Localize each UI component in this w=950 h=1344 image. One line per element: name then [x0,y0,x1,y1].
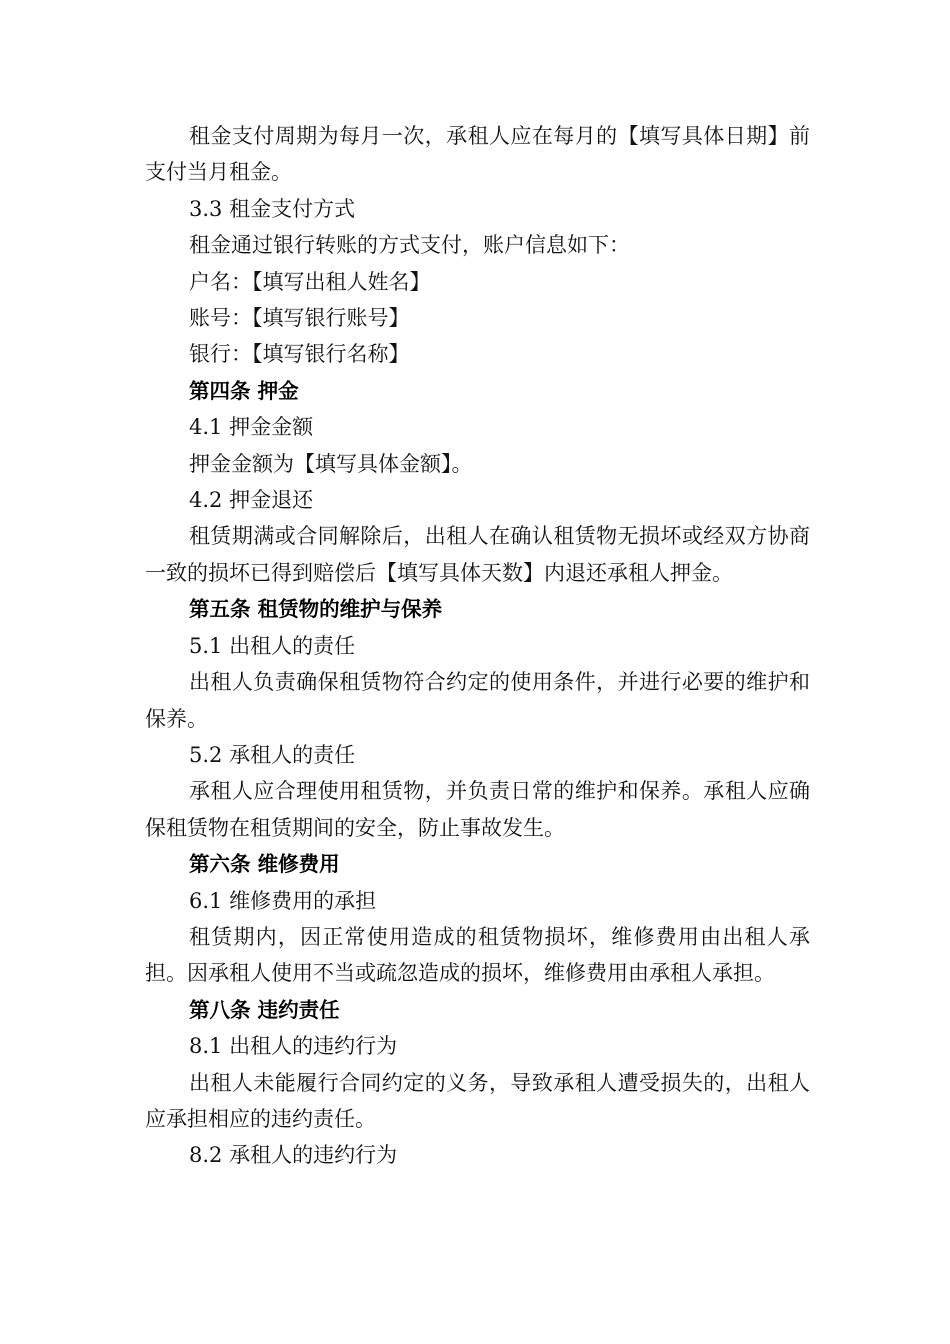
bank-name-line: 银行：【填写银行名称】 [189,342,410,367]
account-name-line: 户名：【填写出租人姓名】 [189,269,431,294]
paragraph-lessor-duty: 出租人负责确保租赁物符合约定的使用条件，并进行必要的维护和保养。 [145,670,810,731]
clause-6-1-title: 6.1 维修费用的承担 [189,888,377,913]
paragraph-payment-method: 租金通过银行转账的方式支付，账户信息如下： [189,233,630,258]
clause-8-2-title: 8.2 承租人的违约行为 [189,1143,398,1168]
clause-5-2-title: 5.2 承租人的责任 [189,742,356,767]
article-5-heading: 第五条 租赁物的维护与保养 [189,597,443,622]
clause-4-1-title: 4.1 押金金额 [189,415,314,440]
paragraph-lessee-duty: 承租人应合理使用租赁物，并负责日常的维护和保养。承租人应确保租赁物在租赁期间的安全，防止事故发生。 [145,779,810,840]
paragraph-deposit-refund: 租赁期满或合同解除后，出租人在确认租赁物无损坏或经双方协商一致的损坏已得到赔偿后【填写具体天数】内退还承租人押金。 [145,524,810,585]
paragraph-deposit-amount: 押金金额为【填写具体金额】。 [189,451,473,476]
clause-4-2-title: 4.2 押金退还 [189,488,314,513]
clause-5-1-title: 5.1 出租人的责任 [189,633,356,658]
paragraph-lessor-breach: 出租人未能履行合同约定的义务，导致承租人遭受损失的，出租人应承担相应的违约责任。 [145,1070,810,1131]
article-6-heading: 第六条 维修费用 [189,852,340,877]
paragraph-payment-cycle: 租金支付周期为每月一次，承租人应在每月的【填写具体日期】前支付当月租金。 [145,124,810,185]
clause-8-1-title: 8.1 出租人的违约行为 [189,1034,398,1059]
paragraph-repair-costs: 租赁期内，因正常使用造成的租赁物损坏，维修费用由出租人承担。因承租人使用不当或疏忽造成的损坏，维修费用由承租人承担。 [145,924,810,986]
clause-3-3-title: 3.3 租金支付方式 [189,196,356,221]
article-4-heading: 第四条 押金 [189,378,299,403]
document-body [145,118,810,1174]
account-number-line: 账号：【填写银行账号】 [189,306,410,331]
article-8-heading: 第八条 违约责任 [189,997,340,1022]
